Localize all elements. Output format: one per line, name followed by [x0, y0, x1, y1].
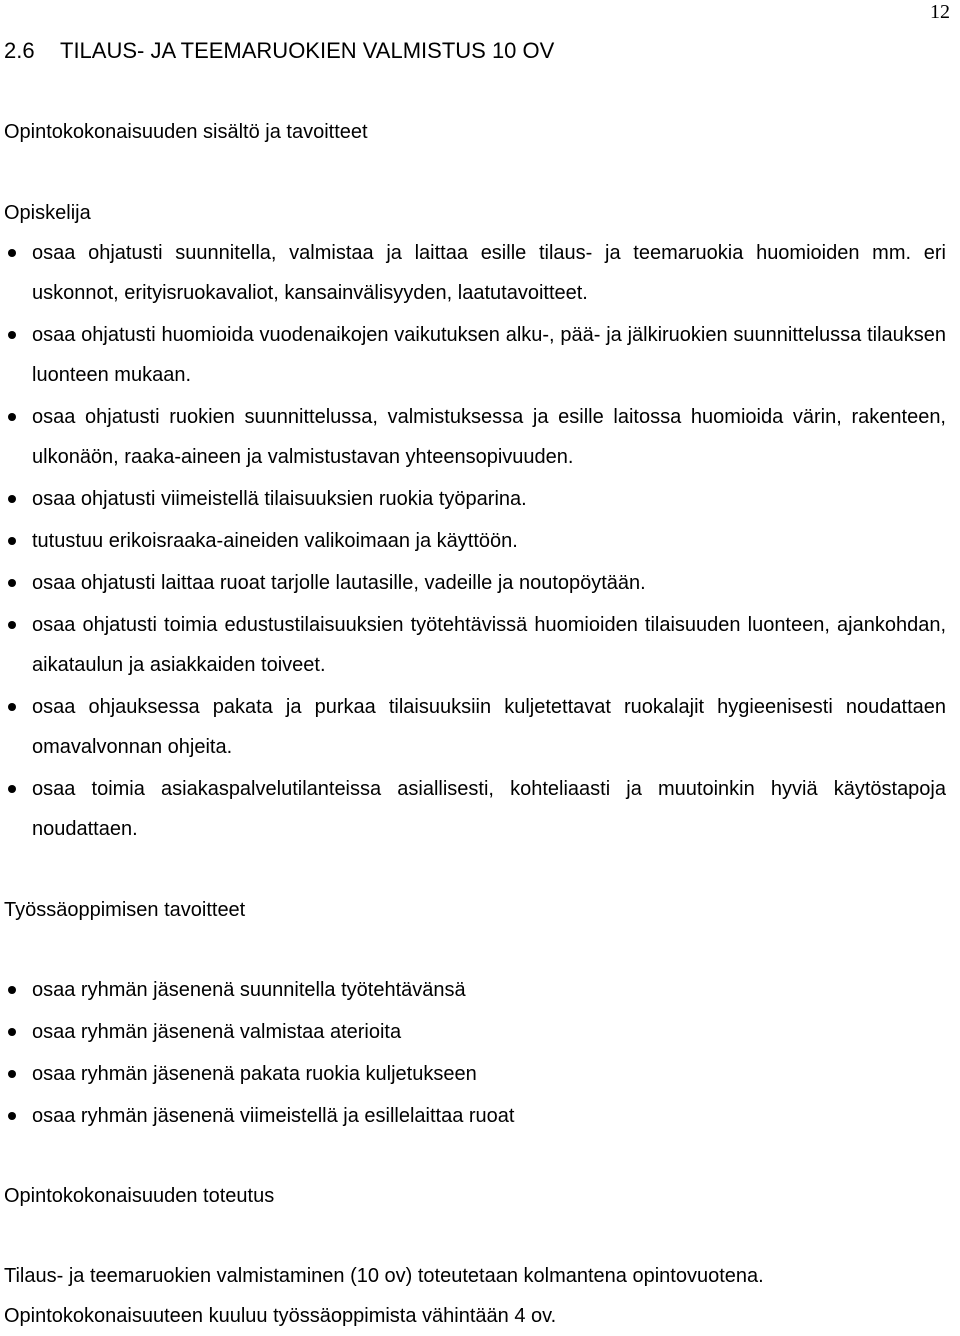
work-learning-list [0, 970, 946, 1138]
bullet-icon [8, 1112, 16, 1120]
bullet-icon [8, 986, 16, 994]
implementation-text: Tilaus- ja teemaruokien valmistaminen (10 ov) toteutetaan kolmantena opintovuotena. Opintokokonaisuuteen kuuluu työssäoppimista vähintään 4 ov. [4, 1265, 764, 1327]
list-item: osaa ryhmän jäsenenä suunnitella työtehtävänsä [0, 970, 946, 1010]
bullet-icon [8, 579, 16, 587]
list-item: osaa ohjatusti suunnitella, valmistaa ja laittaa esille tilaus- ja teemaruokia huomioiden mm. eri uskonnot, erityisruokavaliot, kansainvälisyyden, laatutavoitteet. [0, 233, 946, 313]
section-heading [4, 38, 554, 64]
list-item: osaa ohjatusti ruokien suunnittelussa, valmistuksessa ja esille laitossa huomioida värin, rakenteen, ulkonäön, raaka-aineen ja valmistustavan yhteensopivuuden. [0, 397, 946, 477]
page-number: 12 [930, 1, 950, 23]
list-item: osaa ryhmän jäsenenä pakata ruokia kuljetukseen [0, 1054, 946, 1094]
section-number: 2.6 [4, 38, 35, 63]
list-item: osaa ryhmän jäsenenä viimeistellä ja esillelaittaa ruoat [0, 1096, 946, 1136]
section-title: TILAUS- JA TEEMARUOKIEN VALMISTUS 10 OV [60, 38, 555, 63]
bullet-icon [8, 537, 16, 545]
list-item: osaa ohjatusti laittaa ruoat tarjolle lautasille, vadeille ja noutopöytään. [0, 563, 946, 603]
bullet-icon [8, 621, 16, 629]
bullet-icon [8, 249, 16, 257]
work-learning-heading: Työssäoppimisen tavoitteet [4, 899, 246, 921]
bullet-icon [8, 331, 16, 339]
list-item: osaa ohjatusti viimeistellä tilaisuuksien ruokia työparina. [0, 479, 946, 519]
content-goals-list [0, 233, 946, 851]
implementation-heading: Opintokokonaisuuden toteutus [4, 1185, 275, 1207]
bullet-icon [8, 495, 16, 503]
student-label: Opiskelija [4, 202, 91, 224]
bullet-icon [8, 785, 16, 793]
list-item: osaa ryhmän jäsenenä valmistaa aterioita [0, 1012, 946, 1052]
list-item: osaa toimia asiakaspalvelutilanteissa asiallisesti, kohteliaasti ja muutoinkin hyviä käytöstapoja noudattaen. [0, 769, 946, 849]
content-goals-heading: Opintokokonaisuuden sisältö ja tavoitteet [4, 121, 368, 143]
bullet-icon [8, 703, 16, 711]
list-item: osaa ohjatusti toimia edustustilaisuuksien työtehtävissä huomioiden tilaisuuden luonteen, ajankohdan, aikataulun ja asiakkaiden toiveet. [0, 605, 946, 685]
bullet-icon [8, 1070, 16, 1078]
list-item: osaa ohjatusti huomioida vuodenaikojen vaikutuksen alku-, pää- ja jälkiruokien suunnittelussa tilauksen luonteen mukaan. [0, 315, 946, 395]
bullet-icon [8, 413, 16, 421]
list-item: tutustuu erikoisraaka-aineiden valikoimaan ja käyttöön. [0, 521, 946, 561]
list-item: osaa ohjauksessa pakata ja purkaa tilaisuuksiin kuljetettavat ruokalajit hygieenisesti noudattaen omavalvonnan ohjeita. [0, 687, 946, 767]
bullet-icon [8, 1028, 16, 1036]
